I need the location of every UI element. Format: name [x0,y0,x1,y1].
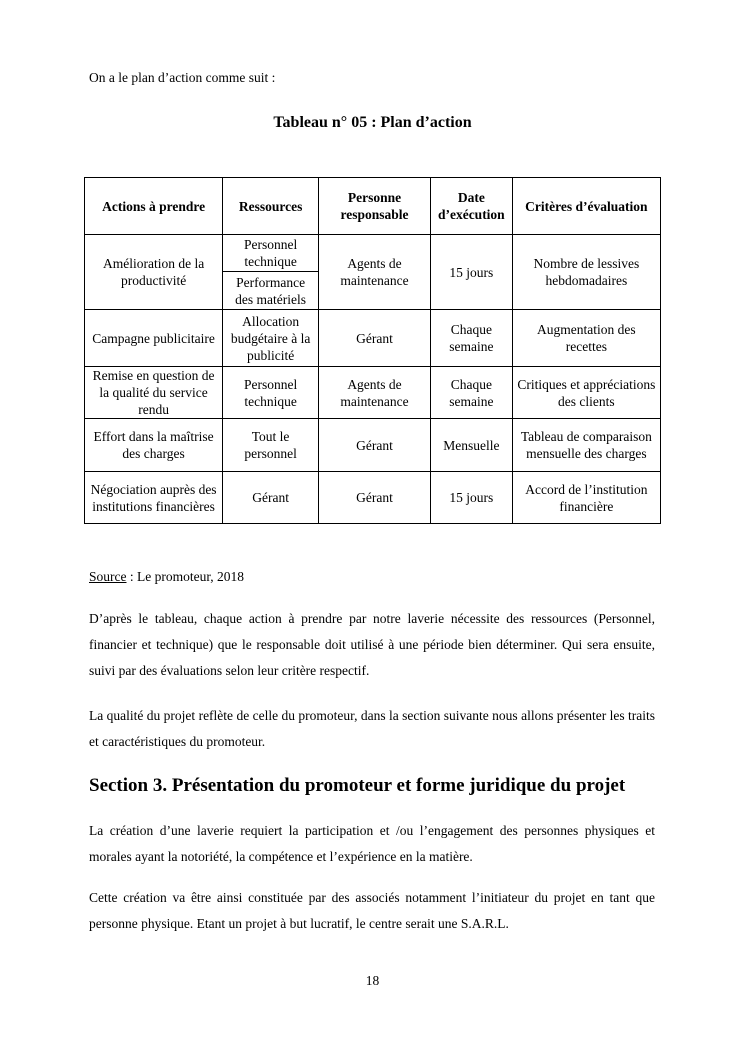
cell-resource: Allocation budgétaire à la publicité [223,310,319,367]
page-number: 18 [365,973,380,988]
table-source [89,569,244,585]
cell-criteria: Nombre de lessives hebdomadaires [512,235,660,310]
cell-criteria: Augmentation des recettes [512,310,660,367]
paragraph: La qualité du projet reflète de celle du promoteur, dans la section suivante nous allons présenter les traits et caractéristiques du promoteur. [89,708,655,749]
action-plan-table [84,177,661,524]
table-row [85,235,661,272]
source-label: Source [89,569,127,584]
cell-resource: Personnel technique [223,235,319,272]
cell-date: Chaque semaine [430,310,512,367]
cell-resource: Tout le personnel [223,419,319,472]
cell-responsible: Gérant [319,419,431,472]
cell-action: Remise en question de la qualité du service rendu [85,367,223,419]
cell-resource: Personnel technique [223,367,319,419]
table-row [85,419,661,472]
cell-responsible: Agents de maintenance [319,367,431,419]
table-row [85,310,661,367]
cell-responsible: Agents de maintenance [319,235,431,310]
cell-responsible: Gérant [319,310,431,367]
cell-date: 15 jours [430,472,512,524]
paragraph: Cette création va être ainsi constituée par des associés notamment l’initiateur du projet en tant que personne physique. Etant un projet à but lucratif, le centre serait une S.A.R.L. [89,890,655,931]
cell-responsible: Gérant [319,472,431,524]
table-header-row [85,178,661,235]
table-row [85,367,661,419]
cell-action: Négociation auprès des institutions financières [85,472,223,524]
paragraph: D’après le tableau, chaque action à prendre par notre laverie nécessite des ressources (Personnel, financier et technique) que le responsable doit utilisé à une période bien déterminer. Qui sera ensuite, suivi par des évaluations selon leur critère respectif. [89,611,655,678]
source-text: : Le promoteur, 2018 [126,569,245,584]
cell-criteria: Accord de l’institution financière [512,472,660,524]
section-heading: Section 3. Présentation du promoteur et forme juridique du projet [89,775,626,796]
header-criteria: Critères d’évaluation [512,178,660,235]
cell-action: Campagne publicitaire [85,310,223,367]
cell-criteria: Critiques et appréciations des clients [512,367,660,419]
cell-action: Amélioration de la productivité [85,235,223,310]
cell-resource: Gérant [223,472,319,524]
paragraph: La création d’une laverie requiert la participation et /ou l’engagement des personnes physiques et morales ayant la notoriété, la compétence et l’expérience en la matière. [89,823,655,864]
table-title: Tableau n° 05 : Plan d’action [273,114,472,131]
cell-criteria: Tableau de comparaison mensuelle des charges [512,419,660,472]
header-resources: Ressources [223,178,319,235]
header-actions: Actions à prendre [85,178,223,235]
cell-date: 15 jours [430,235,512,310]
cell-action: Effort dans la maîtrise des charges [85,419,223,472]
header-responsible: Personne responsable [319,178,431,235]
table-row [85,472,661,524]
cell-date: Mensuelle [430,419,512,472]
cell-resource: Performance des matériels [223,272,319,310]
header-date: Date d’exécution [430,178,512,235]
intro-text: On a le plan d’action comme suit : [89,70,276,85]
cell-date: Chaque semaine [430,367,512,419]
